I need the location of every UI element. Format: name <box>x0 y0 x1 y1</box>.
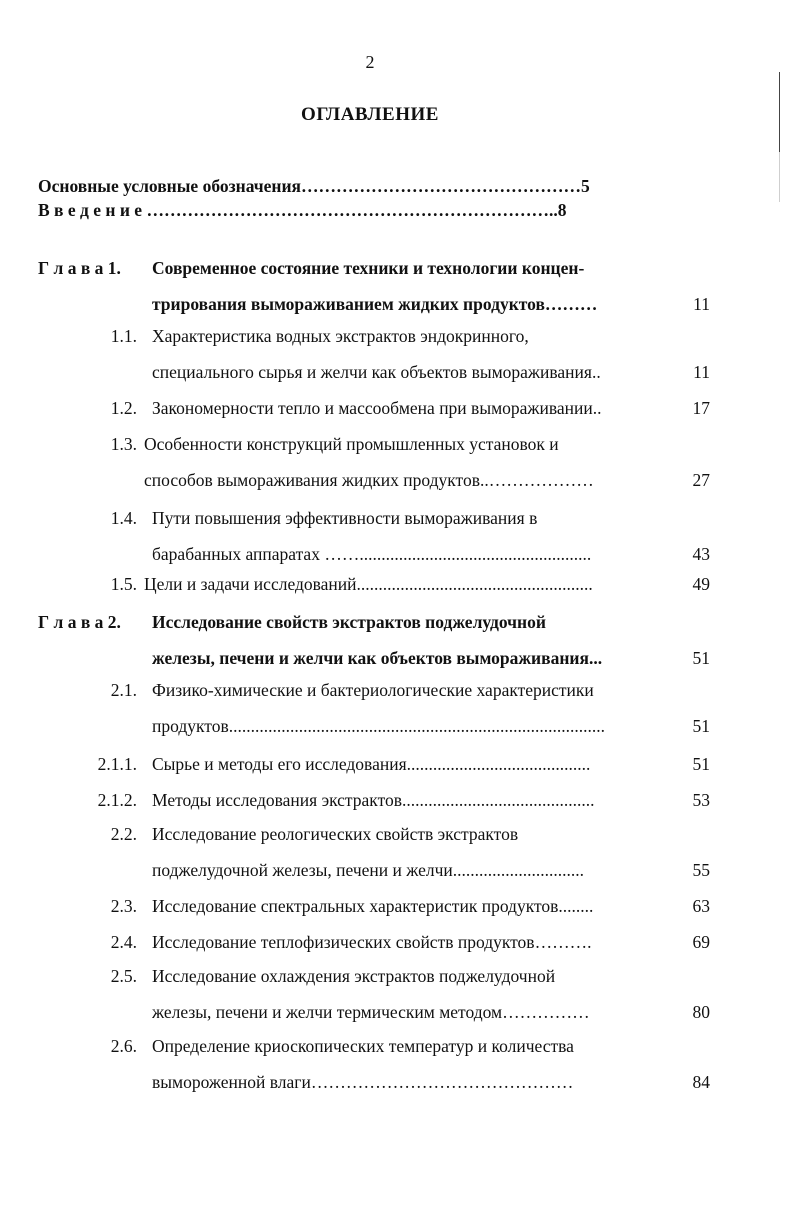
toc-entry-page: 49 <box>692 574 710 594</box>
toc-entry-title: барабанных аппаратах ……..................................................... <box>152 544 592 564</box>
toc-entry-number: 2.3. <box>110 896 137 916</box>
toc-entry-number: 2.5. <box>110 966 137 986</box>
toc-entry-number: 1.2. <box>110 398 137 418</box>
toc-entry-number: 2.1.2. <box>97 790 137 810</box>
toc-entry-title: Определение криоскопических температур и количества <box>152 1036 574 1056</box>
toc-entry-title: Современное состояние техники и технологии концен- <box>152 258 585 278</box>
toc-entry-title: железы, печени и желчи как объектов вымораживания... <box>152 648 603 668</box>
toc-entry-title: способов вымораживания жидких продуктов..……………… <box>144 470 594 490</box>
toc-entry-page: 17 <box>692 398 710 418</box>
toc-entry-page: 53 <box>692 790 710 810</box>
toc-entry-title: Сырье и методы его исследования.......................................... <box>152 754 591 774</box>
toc-entry-number: Г л а в а 2. <box>38 612 121 632</box>
page-number: 2 <box>365 52 375 72</box>
toc-entry-title: Закономерности тепло и массообмена при вымораживании.. <box>152 398 602 418</box>
toc-entry-page: 43 <box>692 544 710 564</box>
toc-entry-title: Исследование спектральных характеристик продуктов........ <box>152 896 594 916</box>
toc-front-item: Основные условные обозначения…………………………………………5 <box>38 176 590 196</box>
toc-entry-title: Физико-химические и бактериологические характеристики <box>152 680 594 700</box>
toc-entry-title: специального сырья и желчи как объектов вымораживания.. <box>152 362 601 382</box>
toc-entry-title: Особенности конструкций промышленных установок и <box>144 434 559 454</box>
toc-entry-number: 2.1.1. <box>97 754 137 774</box>
toc-entry-number: 2.2. <box>110 824 137 844</box>
toc-entry-page: 55 <box>692 860 710 880</box>
toc-entry-page: 80 <box>692 1002 710 1022</box>
toc-entry-title: поджелудочной железы, печени и желчи.............................. <box>152 860 585 880</box>
toc-entry-page: 11 <box>693 294 710 314</box>
toc-entry-page: 51 <box>692 754 710 774</box>
toc-entry-page: 51 <box>692 648 710 668</box>
toc-entry-title: Исследование реологических свойств экстрактов <box>152 824 519 844</box>
page-title: ОГЛАВЛЕНИЕ <box>301 104 439 125</box>
toc-entry-page: 11 <box>693 362 710 382</box>
toc-entry-page: 51 <box>692 716 710 736</box>
scan-margin-line-faint <box>779 152 780 202</box>
toc-entry-title: трирования вымораживанием жидких продуктов……… <box>152 294 598 314</box>
toc-front-item: В в е д е н и е ……………………………………………………………..8 <box>38 200 567 220</box>
toc-entry-number: Г л а в а 1. <box>38 258 121 278</box>
toc-entry-number: 1.5. <box>110 574 137 594</box>
toc-entry-number: 1.4. <box>110 508 137 528</box>
toc-entry-title: Методы исследования экстрактов............................................ <box>152 790 595 810</box>
toc-entry-number: 1.3. <box>110 434 137 454</box>
toc-entry-page: 84 <box>692 1072 710 1092</box>
toc-entry-number: 2.4. <box>110 932 137 952</box>
toc-entry-title: продуктов...................................................................................... <box>152 716 605 736</box>
scan-margin-line <box>779 72 780 152</box>
toc-entry-page: 63 <box>692 896 710 916</box>
toc-entry-title: Исследование свойств экстрактов поджелудочной <box>152 612 546 632</box>
toc-entry-title: Исследование охлаждения экстрактов поджелудочной <box>152 966 556 986</box>
toc-entry-title: вымороженной влаги……………………………………… <box>152 1072 574 1092</box>
toc-entry-page: 69 <box>692 932 710 952</box>
toc-entry-page: 27 <box>692 470 710 490</box>
toc-entry-title: железы, печени и желчи термическим методом…………… <box>152 1002 590 1022</box>
toc-entry-title: Исследование теплофизических свойств продуктов………. <box>152 932 592 952</box>
toc-entry-title: Пути повышения эффективности вымораживания в <box>152 508 538 528</box>
toc-entry-title: Характеристика водных экстрактов эндокринного, <box>152 326 529 346</box>
toc-entry-number: 2.6. <box>110 1036 137 1056</box>
toc-entry-number: 2.1. <box>110 680 137 700</box>
toc-entry-number: 1.1. <box>110 326 137 346</box>
toc-entry-title: Цели и задачи исследований...................................................... <box>144 574 593 594</box>
